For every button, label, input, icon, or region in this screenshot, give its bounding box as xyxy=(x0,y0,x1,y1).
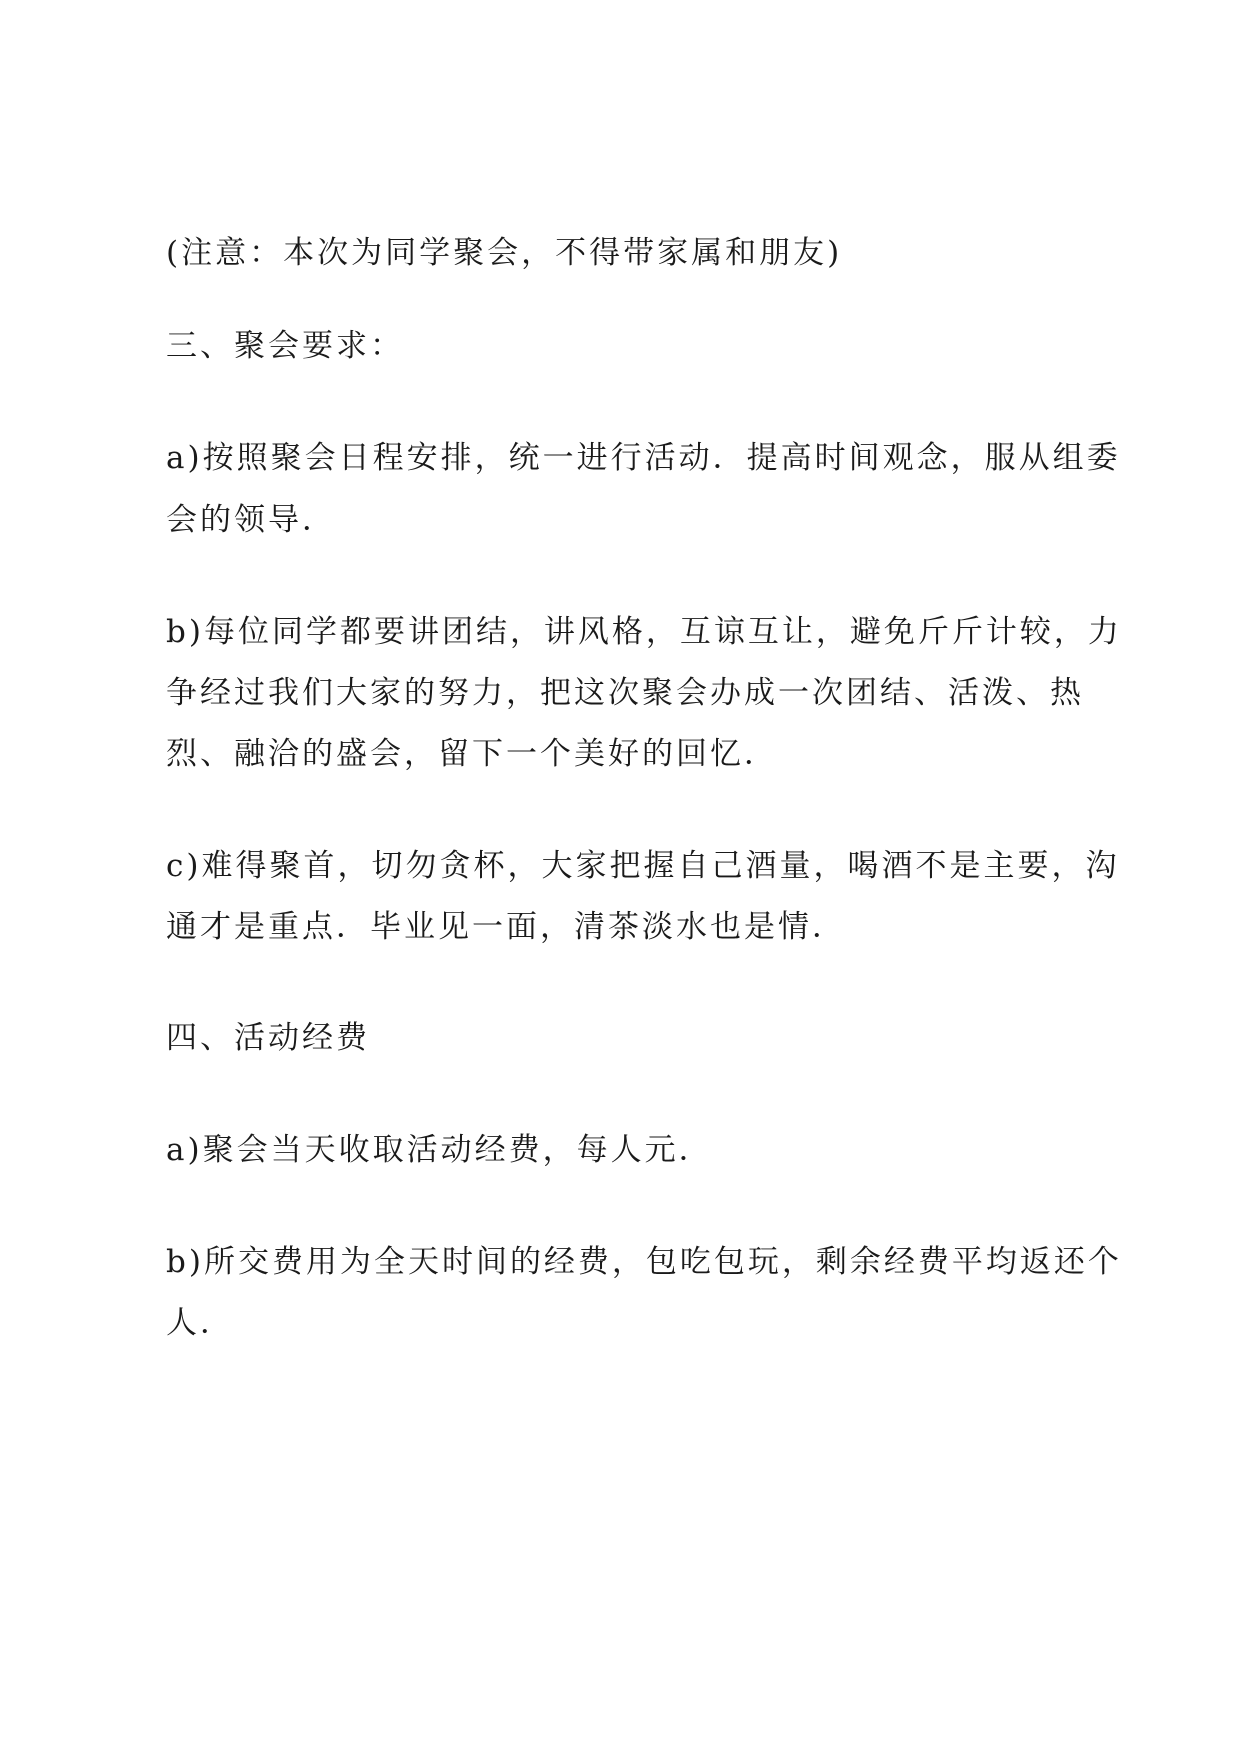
section-4-item-b-line-2: 人． xyxy=(166,1305,234,1341)
section-4-item-a-line-1: a)聚会当天收取活动经费，每人元． xyxy=(166,1132,713,1168)
section-3-item-a-line-1: a)按照聚会日程安排，统一进行活动．提高时间观念，服从组委 xyxy=(166,440,1121,476)
section-3-item-c-line-1: c)难得聚首，切勿贪杯，大家把握自己酒量，喝酒不是主要，沟 xyxy=(166,848,1120,884)
section-4-item-b-line-1: b)所交费用为全天时间的经费，包吃包玩，剩余经费平均返还个 xyxy=(166,1244,1122,1280)
note-text: (注意：本次为同学聚会，不得带家属和朋友) xyxy=(166,235,843,271)
section-3-item-b-line-1: b)每位同学都要讲团结，讲风格，互谅互让，避免斤斤计较，力 xyxy=(166,614,1122,650)
section-3-item-c-line-2: 通才是重点．毕业见一面，清茶淡水也是情． xyxy=(166,909,846,945)
section-4-heading: 四、活动经费 xyxy=(166,1020,370,1056)
section-3-item-a-line-2: 会的领导． xyxy=(166,502,336,538)
section-3-item-b-line-2: 争经过我们大家的努力，把这次聚会办成一次团结、活泼、热 xyxy=(166,675,1084,711)
section-3-item-b-line-3: 烈、融洽的盛会，留下一个美好的回忆． xyxy=(166,736,778,772)
section-3-heading: 三、聚会要求： xyxy=(166,328,404,364)
